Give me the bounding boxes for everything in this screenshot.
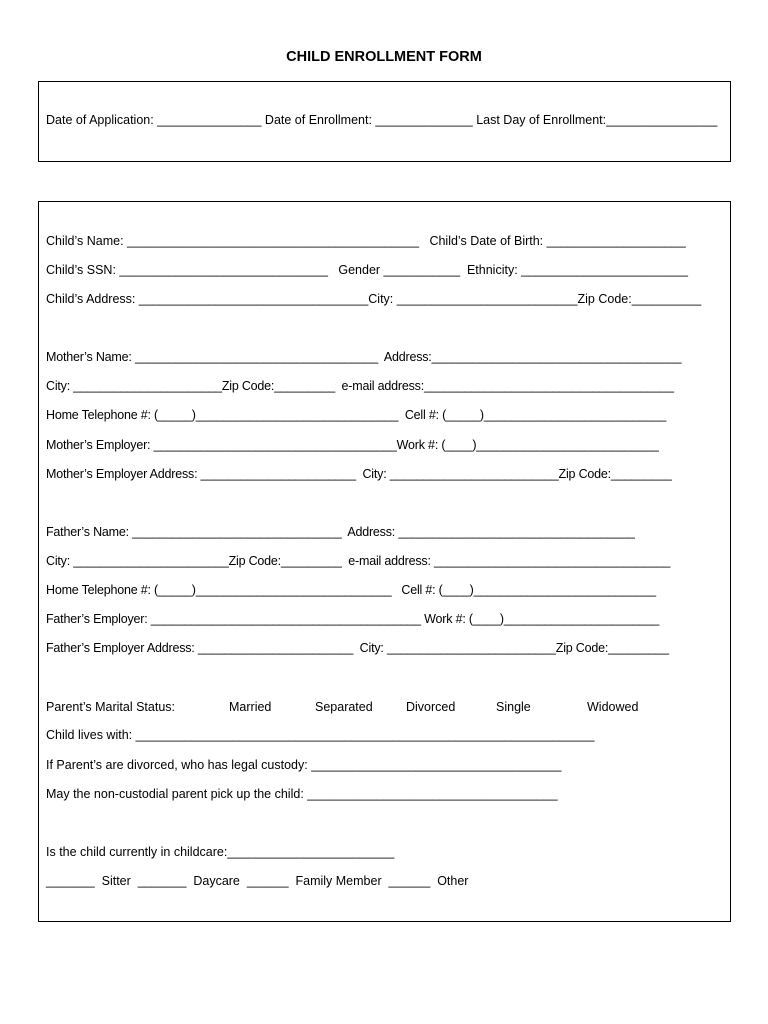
marital-option-divorced[interactable]: Divorced bbox=[406, 700, 456, 714]
mother-employer-address-line[interactable]: Mother’s Employer Address: _______________________ City: _________________________Zip Code:_________ bbox=[46, 467, 672, 481]
child-lives-with-line[interactable]: Child lives with: __________________________________________________________________ bbox=[46, 728, 595, 742]
marital-option-separated[interactable]: Separated bbox=[315, 700, 373, 714]
enrollment-dates-line[interactable]: Date of Application: _______________ Date of Enrollment: ______________ Last Day of Enrollment:________________ bbox=[46, 113, 718, 127]
father-name-line[interactable]: Father’s Name: _______________________________ Address: ___________________________________ bbox=[46, 525, 635, 539]
child-ssn-line[interactable]: Child’s SSN: ______________________________ Gender ___________ Ethnicity: ________________________ bbox=[46, 263, 688, 277]
marital-option-married[interactable]: Married bbox=[229, 700, 272, 714]
mother-employer-line[interactable]: Mother’s Employer: ____________________________________Work #: (____)___________________________ bbox=[46, 438, 659, 452]
child-address-line[interactable]: Child’s Address: _________________________________City: __________________________Zip Code:__________ bbox=[46, 292, 702, 306]
childcare-question-line[interactable]: Is the child currently in childcare:________________________ bbox=[46, 845, 395, 859]
mother-city-line[interactable]: City: ______________________Zip Code:_________ e-mail address:_____________________________________ bbox=[46, 379, 674, 393]
father-city-line[interactable]: City: _______________________Zip Code:_________ e-mail address: ___________________________________ bbox=[46, 554, 671, 568]
mother-phone-line[interactable]: Home Telephone #: (_____)______________________________ Cell #: (_____)___________________________ bbox=[46, 408, 667, 422]
father-employer-line[interactable]: Father’s Employer: ________________________________________ Work #: (____)_______________________ bbox=[46, 612, 660, 626]
father-phone-line[interactable]: Home Telephone #: (_____)_____________________________ Cell #: (____)___________________________ bbox=[46, 583, 656, 597]
marital-status-label: Parent’s Marital Status: bbox=[46, 700, 175, 714]
details-box bbox=[38, 201, 731, 922]
enrollment-dates-box bbox=[38, 81, 731, 162]
childcare-options-line[interactable]: _______ Sitter _______ Daycare ______ Family Member ______ Other bbox=[46, 874, 469, 888]
form-title: CHILD ENROLLMENT FORM bbox=[286, 49, 482, 65]
mother-name-line[interactable]: Mother’s Name: ____________________________________ Address:_____________________________________ bbox=[46, 350, 682, 364]
legal-custody-line[interactable]: If Parent’s are divorced, who has legal custody: ____________________________________ bbox=[46, 758, 562, 772]
father-employer-address-line[interactable]: Father’s Employer Address: _______________________ City: _________________________Zip Code:_________ bbox=[46, 641, 669, 655]
child-name-line[interactable]: Child’s Name: __________________________________________ Child’s Date of Birth: ____________________ bbox=[46, 234, 686, 248]
marital-option-widowed[interactable]: Widowed bbox=[587, 700, 639, 714]
non-custodial-pickup-line[interactable]: May the non-custodial parent pick up the child: ____________________________________ bbox=[46, 787, 558, 801]
marital-option-single[interactable]: Single bbox=[496, 700, 531, 714]
